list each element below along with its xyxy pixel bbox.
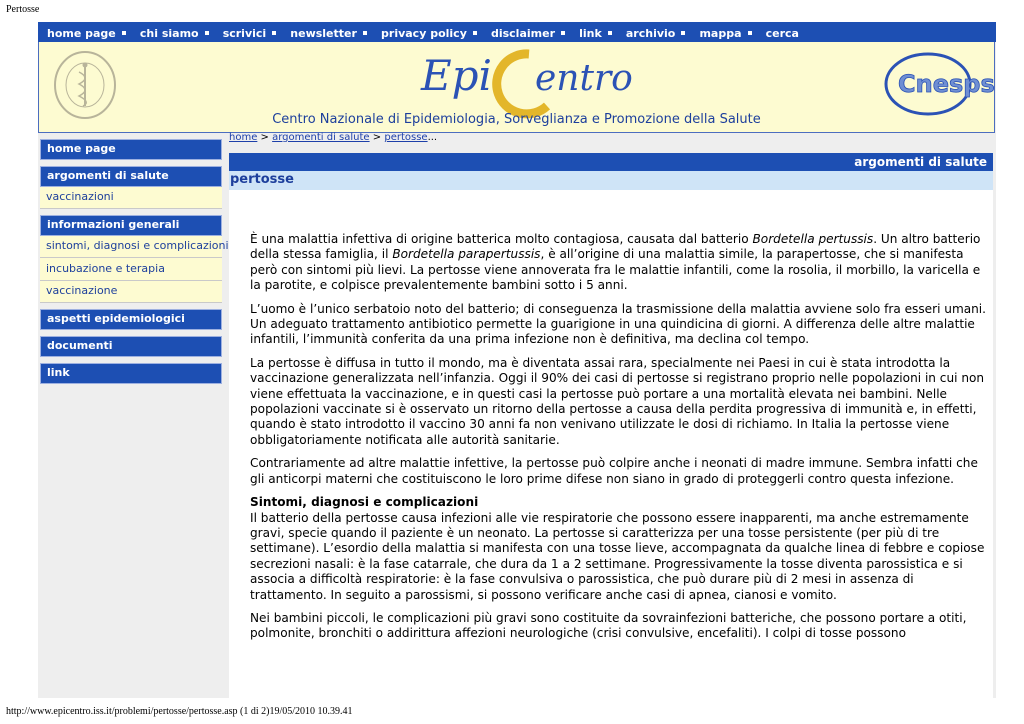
section-heading-sintomi: Sintomi, diagnosi e complicazioni — [250, 495, 479, 510]
breadcrumb — [229, 132, 437, 143]
sidebar-aspetti-epidemiologici[interactable]: aspetti epidemiologici — [40, 309, 222, 330]
breadcrumb-separator: > — [369, 132, 385, 143]
site-banner — [38, 42, 995, 133]
article-paragraph: La pertosse è diffusa in tutto il mondo, ma è diventata assai rara, specialmente nei Paesi in cui è stata introdotta la vaccinazione generalizzata nell’infanzia. Oggi il 90% dei casi di pertosse si registrano proprio nelle popolazioni in cui non viene effettuata la vaccinazione, e in questi casi la pertosse può portare a una mortalità elevata nei bambini. Nelle popolazioni vaccinate si è osservato un ritorno della pertosse a causa della perdita progressiva di immunità e, in effetti, quando è stato introdotto il vaccino 30 anni fa non venivano utilizzate le dosi di richiamo. In Italia la pertosse viene obbligatoriamente notificata alle autorità sanitarie. — [250, 355, 985, 447]
nav-separator — [122, 31, 126, 35]
banner-subtitle: Centro Nazionale di Epidemiologia, Sorveglianza e Promozione della Salute — [272, 112, 761, 127]
nav-newsletter[interactable]: newsletter — [290, 27, 357, 40]
sidebar-informazioni-generali[interactable]: informazioni generali — [40, 215, 222, 236]
article-text: , è all’origine di una malattia simile, la parapertosse, che si manifesta però con sintomi più lievi. La pertosse viene annoverata fra le malattie infantili, come la rosolia, il morbillo, la varicella e la parotite, e colpisce prevalentemente bambini sotto i 5 anni. — [250, 247, 981, 293]
nav-separator — [363, 31, 367, 35]
sidebar-argomenti-di-salute[interactable]: argomenti di salute — [40, 166, 222, 187]
article-text: . Un altro batterio della stessa famiglia, il — [250, 232, 981, 262]
top-navigation — [38, 22, 996, 42]
sidebar-link[interactable]: link — [40, 363, 222, 384]
breadcrumb-separator: > — [257, 132, 273, 143]
sidebar-documenti[interactable]: documenti — [40, 336, 222, 357]
breadcrumb-argomenti[interactable]: argomenti di salute — [272, 132, 370, 143]
nav-separator — [473, 31, 477, 35]
nav-separator — [608, 31, 612, 35]
nav-separator — [272, 31, 276, 35]
article-paragraph: Il batterio della pertosse causa infezioni alle vie respiratorie che possono essere inapparenti, ma anche estremamente gravi, specie quando il paziente è un neonato. La pertosse si caratterizza per una tosse persistente (per più di tre settimane). L’esordio della malattia si manifesta con una tosse lieve, accompagnata da qualche linea di febbre e copiose secrezioni nasali: è la fase catarrale, che dura da 1 a 2 settimane. Progressivamente la tosse diventa parossistica e si associa a difficoltà respiratorie: è la fase convulsiva o parossistica, che può durare più di 2 mesi in assenza di trattamento. In seguito a parossismi, si possono verificare anche casi di apnea, cianosi e vomito. — [250, 510, 985, 602]
print-footer-url: http://www.epicentro.iss.it/problemi/pertosse/pertosse.asp (1 di 2)19/05/2010 10.39.41 — [6, 706, 353, 717]
title-bar — [229, 171, 993, 190]
epicentro-logo[interactable] — [419, 46, 633, 110]
breadcrumb-ellipsis: ... — [427, 132, 438, 143]
nav-archivio[interactable]: archivio — [625, 27, 676, 40]
cnesps-logo[interactable] — [882, 50, 995, 118]
print-header-title: Pertosse — [6, 4, 40, 15]
sidebar — [40, 139, 229, 384]
section-header-bar — [229, 153, 993, 171]
iss-seal-logo[interactable] — [53, 50, 117, 120]
epicentro-logo-text-right: entro — [535, 58, 633, 99]
breadcrumb-current[interactable]: pertosse — [384, 132, 428, 143]
nav-link[interactable]: link — [579, 27, 602, 40]
article-text: È una malattia infettiva di origine batterica molto contagiosa, causata dal batterio — [250, 232, 753, 246]
nav-cerca[interactable]: cerca — [765, 27, 799, 40]
nav-separator — [748, 31, 752, 35]
nav-mappa[interactable]: mappa — [699, 27, 742, 40]
page-title: pertosse — [230, 172, 294, 187]
section-label: argomenti di salute — [854, 155, 987, 169]
article-paragraph — [250, 232, 986, 294]
species-name: Bordetella parapertussis — [392, 247, 541, 262]
nav-disclaimer[interactable]: disclaimer — [490, 27, 555, 40]
article-paragraph: Nei bambini piccoli, le complicazioni più gravi sono costituite da sovrainfezioni batteriche, che possono portare a otiti, polmonite, bronchiti o addirittura affezioni neurologiche (crisi convulsive, encefaliti). I colpi di tosse possono — [250, 610, 967, 641]
sidebar-item-incubazione[interactable]: incubazione e terapia — [40, 258, 222, 281]
breadcrumb-home[interactable]: home — [229, 132, 258, 143]
epicentro-logo-text-left: Epi — [421, 51, 492, 100]
nav-scrivici[interactable]: scrivici — [222, 27, 267, 40]
article-paragraph: L’uomo è l’unico serbatoio noto del batterio; di conseguenza la trasmissione della malattia avviene solo fra esseri umani. Un adeguato trattamento antibiotico permette la guarigione in una quindicina di giorni. A differenza delle altre malattie infantili, l’immunità conferita da una prima infezione non è definitiva, ma declina col tempo. — [250, 301, 987, 347]
sidebar-home-page[interactable]: home page — [40, 139, 222, 160]
nav-separator — [681, 31, 685, 35]
article-body — [250, 232, 986, 650]
sidebar-item-sintomi[interactable]: sintomi, diagnosi e complicazioni — [40, 236, 222, 258]
cnesps-logo-text: Cnesps — [898, 70, 995, 98]
sidebar-item-vaccinazione[interactable]: vaccinazione — [40, 281, 222, 303]
species-name: Bordetella pertussis — [752, 232, 874, 246]
nav-home-page[interactable]: home page — [47, 27, 116, 40]
nav-separator — [205, 31, 209, 35]
article-paragraph: Contrariamente ad altre malattie infettive, la pertosse può colpire anche i neonati di madre immune. Sembra infatti che gli anticorpi materni che costituiscono le loro prime difese non siano in grado di proteggerli contro questa infezione. — [250, 456, 978, 486]
nav-privacy-policy[interactable]: privacy policy — [381, 27, 467, 40]
nav-separator — [561, 31, 565, 35]
nav-chi-siamo[interactable]: chi siamo — [139, 27, 199, 40]
sidebar-item-vaccinazioni[interactable]: vaccinazioni — [40, 187, 222, 209]
